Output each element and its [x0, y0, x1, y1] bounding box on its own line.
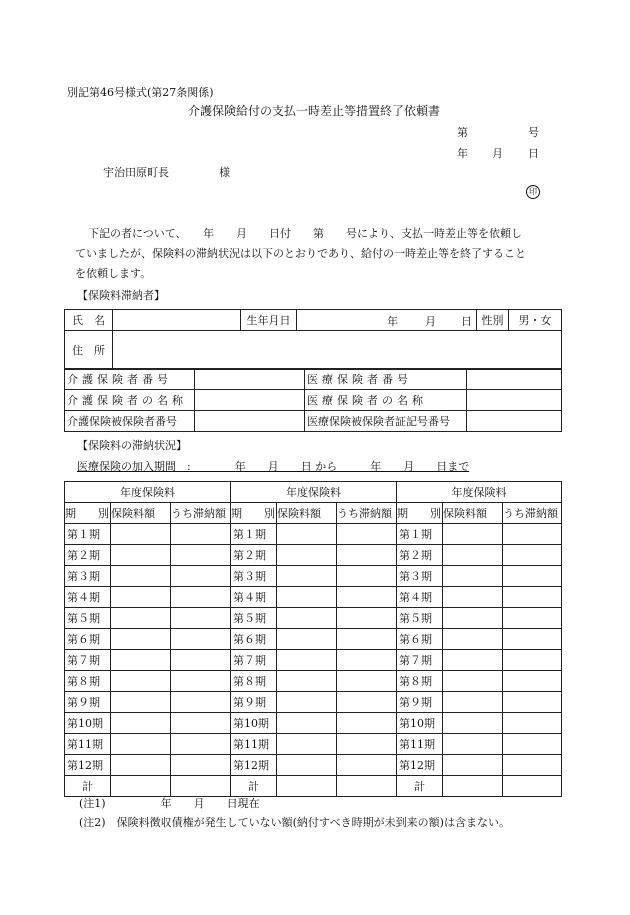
col-period-2: 期 別	[231, 503, 277, 524]
unpaid-amount-field[interactable]	[337, 650, 397, 671]
insurer-row-1	[65, 369, 562, 390]
unpaid-amount-field[interactable]	[503, 755, 562, 776]
premium-amount-field[interactable]	[443, 713, 503, 734]
number-prefix: 第	[457, 126, 468, 139]
premium-amount-field[interactable]	[277, 776, 337, 797]
premium-amount-field[interactable]	[277, 650, 337, 671]
status-section-title: 【保険料の滞納状況】	[77, 439, 187, 452]
table-row	[65, 545, 562, 566]
table-row	[65, 713, 562, 734]
col-premium-3: 保険料額	[443, 503, 503, 524]
period-label: 第６期	[65, 629, 111, 650]
premium-amount-field[interactable]	[277, 713, 337, 734]
unpaid-amount-field[interactable]	[337, 566, 397, 587]
premium-amount-field[interactable]	[277, 671, 337, 692]
period-label: 第１期	[65, 524, 111, 545]
unpaid-amount-field[interactable]	[171, 755, 231, 776]
premium-amount-field[interactable]	[111, 545, 171, 566]
name-row	[65, 310, 562, 331]
iryo-insurer-name-label: 医療保険者の名称	[305, 390, 467, 411]
premium-amount-field[interactable]	[443, 650, 503, 671]
col-period-3: 期 別	[397, 503, 443, 524]
form-reference: 別記第46号様式(第27条関係)	[67, 86, 214, 99]
table-row	[65, 650, 562, 671]
premium-amount-field[interactable]	[443, 692, 503, 713]
delinquent-section-title: 【保険料滞納者】	[77, 289, 165, 302]
table-row	[65, 692, 562, 713]
period-label: 第11期	[397, 734, 443, 755]
fiscal-year-header-3: 年度保険料	[397, 482, 562, 503]
birth-field[interactable]	[297, 310, 477, 331]
unpaid-amount-field[interactable]	[337, 524, 397, 545]
period-label: 第12期	[397, 755, 443, 776]
fiscal-year-header-1: 年度保険料	[65, 482, 231, 503]
col-premium-2: 保険料額	[277, 503, 337, 524]
premium-amount-field[interactable]	[111, 608, 171, 629]
sex-field[interactable]: 男・女	[509, 310, 562, 331]
unpaid-amount-field[interactable]	[171, 713, 231, 734]
name-field[interactable]	[113, 310, 241, 331]
unpaid-amount-field[interactable]	[337, 776, 397, 797]
col-unpaid-2: うち滞納額	[337, 503, 397, 524]
period-label: 第２期	[65, 545, 111, 566]
insurer-row-3	[65, 411, 562, 432]
premium-amount-field[interactable]	[277, 734, 337, 755]
period-label: 第５期	[65, 608, 111, 629]
unpaid-amount-field[interactable]	[503, 713, 562, 734]
body-text-line-1: 下記の者について、 年 月 日付 第 号により、支払一時差止等を依頼し	[88, 227, 523, 240]
premium-amount-field[interactable]	[111, 671, 171, 692]
col-premium-1: 保険料額	[111, 503, 171, 524]
period-label: 第７期	[397, 650, 443, 671]
premium-amount-field[interactable]	[111, 776, 171, 797]
period-label: 第６期	[231, 629, 277, 650]
kaigo-insurer-number-field[interactable]	[195, 369, 305, 390]
address-label: 住 所	[65, 331, 113, 370]
premium-amount-field[interactable]	[277, 587, 337, 608]
note-1: (注1) 年 月 日現在	[79, 797, 260, 810]
unpaid-amount-field[interactable]	[503, 671, 562, 692]
unpaid-amount-field[interactable]	[337, 587, 397, 608]
period-label: 第10期	[231, 713, 277, 734]
kaigo-insurer-name-field[interactable]	[195, 390, 305, 411]
unpaid-amount-field[interactable]	[503, 566, 562, 587]
address-row	[65, 331, 562, 370]
period-label: 第６期	[397, 629, 443, 650]
unpaid-amount-field[interactable]	[171, 692, 231, 713]
table-row	[65, 755, 562, 776]
col-unpaid-3: うち滞納額	[503, 503, 562, 524]
premium-amount-field[interactable]	[277, 566, 337, 587]
premium-amount-field[interactable]	[277, 545, 337, 566]
table-row	[65, 524, 562, 545]
body-text-line-3: を依頼します。	[75, 267, 152, 280]
addressee-honorific: 様	[219, 166, 230, 179]
iryo-insured-number-label: 医療保険被保険者証記号番号	[305, 411, 467, 432]
arrears-table-body	[65, 524, 562, 797]
premium-amount-field[interactable]	[443, 755, 503, 776]
period-label: 第３期	[397, 566, 443, 587]
birth-year: 年	[387, 315, 398, 328]
unpaid-amount-field[interactable]	[503, 524, 562, 545]
period-label: 第９期	[231, 692, 277, 713]
unpaid-amount-field[interactable]	[503, 776, 562, 797]
unpaid-amount-field[interactable]	[171, 629, 231, 650]
insurer-row-2	[65, 390, 562, 411]
iryo-insured-number-field[interactable]	[467, 411, 562, 432]
arrears-table	[64, 481, 562, 797]
unpaid-amount-field[interactable]	[171, 734, 231, 755]
period-label: 第８期	[231, 671, 277, 692]
period-label: 第７期	[231, 650, 277, 671]
premium-amount-field[interactable]	[443, 629, 503, 650]
col-period-1: 期 別	[65, 503, 111, 524]
unpaid-amount-field[interactable]	[171, 776, 231, 797]
address-field[interactable]	[113, 331, 562, 370]
seal-mark: 印	[526, 185, 540, 199]
unpaid-amount-field[interactable]	[171, 566, 231, 587]
table-row	[65, 734, 562, 755]
premium-amount-field[interactable]	[111, 755, 171, 776]
period-label: 第２期	[397, 545, 443, 566]
unpaid-amount-field[interactable]	[337, 734, 397, 755]
premium-amount-field[interactable]	[443, 608, 503, 629]
premium-amount-field[interactable]	[111, 650, 171, 671]
unpaid-amount-field[interactable]	[337, 755, 397, 776]
unpaid-amount-field[interactable]	[503, 650, 562, 671]
addressee: 宇治田原町長	[103, 166, 169, 179]
birth-day: 日	[461, 315, 472, 328]
unpaid-amount-field[interactable]	[171, 671, 231, 692]
unpaid-amount-field[interactable]	[503, 587, 562, 608]
sex-label: 性別	[477, 310, 509, 331]
period-label: 第４期	[397, 587, 443, 608]
period-label: 第12期	[65, 755, 111, 776]
document-title: 介護保険給付の支払一時差止等措置終了依頼書	[188, 104, 441, 118]
date-day: 日	[528, 147, 539, 160]
premium-amount-field[interactable]	[443, 587, 503, 608]
total-label: 計	[231, 776, 277, 797]
period-label: 第11期	[231, 734, 277, 755]
premium-amount-field[interactable]	[277, 629, 337, 650]
period-label: 第10期	[397, 713, 443, 734]
table-row	[65, 566, 562, 587]
period-label: 第８期	[65, 671, 111, 692]
iryo-insurer-name-field[interactable]	[467, 390, 562, 411]
premium-amount-field[interactable]	[443, 524, 503, 545]
table-row	[65, 587, 562, 608]
period-label: 第12期	[231, 755, 277, 776]
period-label: 第４期	[65, 587, 111, 608]
period-label: 第４期	[231, 587, 277, 608]
premium-amount-field[interactable]	[111, 587, 171, 608]
kaigo-insured-number-field[interactable]	[195, 411, 305, 432]
period-label: 第３期	[65, 566, 111, 587]
period-label: 第１期	[397, 524, 443, 545]
unpaid-amount-field[interactable]	[171, 650, 231, 671]
premium-amount-field[interactable]	[443, 545, 503, 566]
premium-amount-field[interactable]	[277, 524, 337, 545]
period-label: 第11期	[65, 734, 111, 755]
unpaid-amount-field[interactable]	[171, 524, 231, 545]
kaigo-insurer-name-label: 介護保険者の名称	[65, 390, 195, 411]
unpaid-amount-field[interactable]	[503, 692, 562, 713]
unpaid-amount-field[interactable]	[503, 629, 562, 650]
premium-amount-field[interactable]	[443, 776, 503, 797]
col-unpaid-1: うち滞納額	[171, 503, 231, 524]
unpaid-amount-field[interactable]	[503, 545, 562, 566]
premium-amount-field[interactable]	[111, 713, 171, 734]
premium-amount-field[interactable]	[443, 566, 503, 587]
unpaid-amount-field[interactable]	[503, 734, 562, 755]
premium-amount-field[interactable]	[111, 629, 171, 650]
premium-amount-field[interactable]	[277, 755, 337, 776]
birth-label: 生年月日	[241, 310, 297, 331]
delinquent-table	[64, 309, 562, 370]
iryo-insurer-number-field[interactable]	[467, 369, 562, 390]
period-label: 第５期	[231, 608, 277, 629]
note-2: (注2) 保険料徴収債権が発生していない額(納付すべき時期が未到来の額)は含まない。	[79, 816, 510, 829]
premium-amount-field[interactable]	[111, 566, 171, 587]
period-label: 第８期	[397, 671, 443, 692]
period-label: 第７期	[65, 650, 111, 671]
unpaid-amount-field[interactable]	[337, 545, 397, 566]
number-suffix: 号	[528, 126, 539, 139]
period-label: 第２期	[231, 545, 277, 566]
kaigo-insurer-number-label: 介護保険者番号	[65, 369, 195, 390]
premium-amount-field[interactable]	[111, 524, 171, 545]
unpaid-amount-field[interactable]	[503, 608, 562, 629]
period-label: 第10期	[65, 713, 111, 734]
premium-amount-field[interactable]	[277, 692, 337, 713]
premium-amount-field[interactable]	[111, 692, 171, 713]
birth-month: 月	[425, 315, 436, 328]
kaigo-insured-number-label: 介護保険被保険者番号	[65, 411, 195, 432]
fiscal-year-header-2: 年度保険料	[231, 482, 397, 503]
date-year: 年	[457, 147, 468, 160]
premium-amount-field[interactable]	[443, 671, 503, 692]
period-label: 第３期	[231, 566, 277, 587]
enrollment-period-line: 医療保険の加入期間 : 年 月 日 から 年 月 日まで	[77, 460, 470, 473]
date-month: 月	[492, 147, 503, 160]
period-label: 第９期	[397, 692, 443, 713]
unpaid-amount-field[interactable]	[337, 608, 397, 629]
total-row	[65, 776, 562, 797]
unpaid-amount-field[interactable]	[337, 671, 397, 692]
unpaid-amount-field[interactable]	[337, 629, 397, 650]
table-row	[65, 671, 562, 692]
period-label: 第１期	[231, 524, 277, 545]
body-text-line-2: ていましたが、保険料の滞納状況は以下のとおりであり、給付の一時差止等を終了すること	[75, 247, 526, 260]
unpaid-amount-field[interactable]	[171, 608, 231, 629]
period-label: 第５期	[397, 608, 443, 629]
premium-amount-field[interactable]	[443, 734, 503, 755]
total-label: 計	[65, 776, 111, 797]
unpaid-amount-field[interactable]	[171, 545, 231, 566]
insurer-table	[64, 368, 562, 432]
total-label: 計	[397, 776, 443, 797]
premium-amount-field[interactable]	[277, 608, 337, 629]
table-row	[65, 629, 562, 650]
name-label: 氏 名	[65, 310, 113, 331]
unpaid-amount-field[interactable]	[171, 587, 231, 608]
unpaid-amount-field[interactable]	[337, 692, 397, 713]
period-label: 第９期	[65, 692, 111, 713]
iryo-insurer-number-label: 医療保険者番号	[305, 369, 467, 390]
arrears-group-header-row	[65, 482, 562, 503]
unpaid-amount-field[interactable]	[337, 713, 397, 734]
table-row	[65, 608, 562, 629]
premium-amount-field[interactable]	[111, 734, 171, 755]
arrears-column-header-row	[65, 503, 562, 524]
